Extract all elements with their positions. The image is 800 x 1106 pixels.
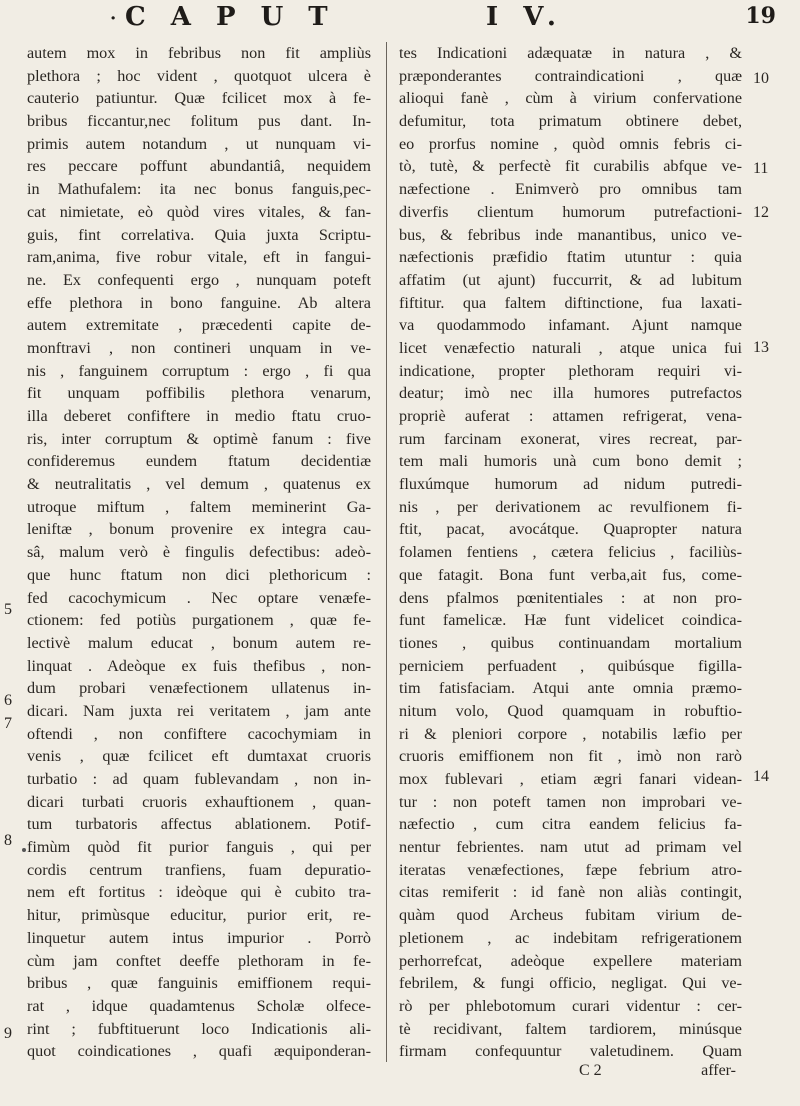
text-line: diverfis clientum humorum putrefactioni- <box>399 202 742 221</box>
text-line: cordis centrum tranfiens, fuam depuratio- <box>27 860 371 879</box>
text-line: nis , per derivationem ac revulfionem fi- <box>399 497 742 516</box>
text-line: propriè auferat : attamen refrigerat, vena- <box>399 407 742 425</box>
text-line: defumitur, tota primatum obtinere debet, <box>399 112 742 131</box>
text-line: tes Indicationi adæquatæ in natura , & <box>399 44 742 62</box>
text-line: que fatagit. Bona funt verba,ait fus, come- <box>399 565 742 584</box>
text-line: cat nimietate, eò quòd vires vitales, & fan- <box>27 202 371 221</box>
text-line: fiftitur. qua faltem diftinctione, fua laxati- <box>399 293 742 312</box>
text-line: quot coindicationes , quafi æquiponderan- <box>27 1042 371 1061</box>
margin-number: 14 <box>753 768 769 785</box>
margin-number: 11 <box>753 160 769 177</box>
text-line: plethora ; hoc vident , quotquot ulcera è <box>27 66 371 85</box>
text-line: alioqui fanè , cùm à virium confervatione <box>399 89 742 108</box>
text-line: bribus ficcantur,nec folitum pus dant. In- <box>27 112 371 131</box>
text-line: deatur; imò nec illa humores putrefactos <box>399 384 742 403</box>
text-line: turbatio : ad quam fublevandam , non in- <box>27 770 371 788</box>
text-line: cauterio patiuntur. Quæ fcilicet mox à fe- <box>27 89 371 108</box>
text-line: tur : non poteft tamen non improbari ve- <box>399 792 742 811</box>
text-line: dum probari venæfectionem ullatenus in- <box>27 679 371 698</box>
text-line: ne. Ex confequenti ergo , nunquam poteft <box>27 270 371 289</box>
text-line: dicari turbati cruoris exhauftionem , quan- <box>27 792 371 811</box>
running-header <box>110 2 710 42</box>
text-line: oftendi , non confiftere cacochymiam in <box>27 724 371 743</box>
text-line: funt famelicæ. Hæ funt videlicet coindica- <box>399 611 742 630</box>
text-line: que hunc ftatum non dici plethoricum : <box>27 565 371 584</box>
text-line: nitum volo, Quod quamquam in robuftio- <box>399 701 742 720</box>
text-line: tiones , quibus continuandam mortalium <box>399 633 742 652</box>
text-line: tum turbatoris affectus ablationem. Potif- <box>27 815 371 834</box>
page-number: 19 <box>745 3 776 29</box>
header-title: C A P U T <box>125 2 336 32</box>
text-line: næfectionis præfidio ftatim utuntur : quia <box>399 248 742 267</box>
text-line: næfectione . Enimverò pro omnibus tam <box>399 180 742 199</box>
text-line: va quodammodo infamant. Ajunt namque <box>399 316 742 335</box>
text-line: res peccare poffunt abundantiâ, nequidem <box>27 157 371 176</box>
text-line: indicatione, propter plethoram requiri vi- <box>399 361 742 380</box>
text-line: affatim (ut ajunt) fuccurrit, & ad lubitum <box>399 270 742 289</box>
text-line: perniciem perfuadent , quibúsque figilla- <box>399 656 742 675</box>
catchword: affer- <box>701 1062 736 1079</box>
text-line: quàm quod Archeus fubitam virium de- <box>399 906 742 925</box>
text-line: ris, inter corruptum & optimè fanum : five <box>27 429 371 448</box>
text-line: mox fublevari , etiam ægri fanari videan- <box>399 770 742 788</box>
text-line: illa deberet confiftere in medio ftatu cruo- <box>27 407 371 425</box>
right-column <box>399 42 742 1063</box>
page-footer <box>399 1062 742 1102</box>
text-line: rat , idque quadamtenus Scholæ olfece- <box>27 996 371 1015</box>
text-line: leniftæ , bonum provenire ex integra cau- <box>27 520 371 539</box>
text-line: næfectio , cum citra eandem felicius fa- <box>399 815 742 834</box>
text-line: rum farcinam exonerat, vires recreat, par- <box>399 429 742 448</box>
text-line: confideremus eundem ftatum decidentiæ <box>27 452 371 471</box>
header-ornament: · <box>110 8 125 29</box>
text-line: pletionem , ac indebitam refrigerationem <box>399 928 742 947</box>
text-line: præponderantes contraindicationi , quæ <box>399 66 742 85</box>
text-line: nis , fanguinem corruptum : ergo , fi qua <box>27 361 371 380</box>
text-line: nentur febrientes. nam utut ad primam vel <box>399 838 742 857</box>
margin-number: 6 <box>4 692 12 709</box>
text-line: hitur, primùsque educitur, purior erit, re- <box>27 906 371 925</box>
text-line: iteratas venæfectiones, fæpe febrium atro- <box>399 860 742 879</box>
text-line: fimùm quòd fit purior fanguis , qui per <box>27 838 371 857</box>
text-line: linquetur autem intus impurior . Porrò <box>27 928 371 947</box>
text-line: venis , quæ fcilicet eft dumtaxat cruoris <box>27 747 371 766</box>
margin-number: 12 <box>753 204 769 221</box>
text-line: fed cacochymicum . Nec optare venæfe- <box>27 588 371 607</box>
text-line: lectivè malum educat , bonum autem re- <box>27 633 371 652</box>
text-line: fluxúmque humorum ad nidum putredi- <box>399 475 742 494</box>
text-line: dens pfalmos pœnitentiales : at non pro- <box>399 588 742 607</box>
text-line: citas remiferit : id fanè non aliàs contingit, <box>399 883 742 902</box>
left-column <box>27 42 371 1063</box>
text-line: rint ; fubftituerunt loco Indicationis ali- <box>27 1019 371 1038</box>
text-line: & neutralitatis , vel demum , quatenus ex <box>27 475 371 494</box>
text-line: in Mathufalem: ita nec bonus fanguis,pec- <box>27 180 371 199</box>
text-line: sâ, malum verò è fingulis defectibus: adeò- <box>27 543 371 562</box>
text-line: ri & pleniori corpore , notabilis læfio per <box>399 724 742 743</box>
text-line: fit unquam poffibilis plethora venarum, <box>27 384 371 403</box>
text-line: tim fatisfaciam. Atqui ante omnia præmo- <box>399 679 742 698</box>
text-line: linquat . Adeòque ex fuis thefibus , non- <box>27 656 371 675</box>
text-line: dicari. Nam juxta rei veritatem , jam ante <box>27 701 371 720</box>
text-line: monftravi , non contineri unquam in ve- <box>27 338 371 357</box>
text-line: folamen fentiens , cætera felicius , faciliùs- <box>399 543 742 562</box>
text-line: effe plethora in bono fanguine. Ab altera <box>27 293 371 312</box>
text-line: tem mali humoris unà cum bono demit ; <box>399 452 742 471</box>
margin-number: 7 <box>4 715 12 732</box>
text-line: tè recidivant, faltem tardiorem, minúsque <box>399 1019 742 1038</box>
text-line: guis, fint correlativa. Quia juxta Scriptu- <box>27 225 371 244</box>
header-chapter: I V. <box>486 2 564 32</box>
text-line: bribus , quæ fanguinis emiffionem requi- <box>27 974 371 993</box>
text-line: autem extremitate , præcedenti capite de- <box>27 316 371 335</box>
text-line: primis autem notandum , ut nunquam vi- <box>27 134 371 153</box>
signature-mark: C 2 <box>579 1062 602 1079</box>
margin-number: 8 <box>4 832 12 849</box>
text-line: firmam confequuntur valetudinem. Quam <box>399 1042 742 1061</box>
text-line: ctionem: fed potiùs purgationem , quæ fe- <box>27 611 371 630</box>
text-line: cùm jam conftet deeffe plethoram in fe- <box>27 951 371 970</box>
margin-number: 5 <box>4 601 12 618</box>
text-line: eo prorfus nomine , quòd omnis febris ci- <box>399 134 742 153</box>
text-line: licet venæfectio naturali , atque unica fui <box>399 338 742 357</box>
text-line: utroque miftum , faltem meminerint Ga- <box>27 497 371 516</box>
text-line: febrilem, & fungi officio, negligat. Qui ve- <box>399 974 742 993</box>
text-line: cruoris emiffionem non fit , imò non rarò <box>399 747 742 766</box>
text-line: nem eft fortitus : ideòque qui è cubito tra- <box>27 883 371 902</box>
margin-number: 10 <box>753 70 769 87</box>
ink-speck <box>22 848 26 852</box>
column-divider <box>386 42 387 1062</box>
text-line: autem mox in febribus non fit ampliùs <box>27 44 371 62</box>
text-line: perhorrefcat, adeòque expellere materiam <box>399 951 742 970</box>
text-line: tò, tutè, & perfectè fit curabilis abfque ve- <box>399 157 742 176</box>
text-line: rò per phlebotomum curari videntur : cer- <box>399 996 742 1015</box>
margin-number: 9 <box>4 1025 12 1042</box>
margin-number: 13 <box>753 339 769 356</box>
text-line: ram,anima, five robur vitale, eft in fangui- <box>27 248 371 267</box>
text-line: bus, & febribus inde manantibus, unico ve- <box>399 225 742 244</box>
text-line: ftit, pacat, avocátque. Quapropter natura <box>399 520 742 539</box>
